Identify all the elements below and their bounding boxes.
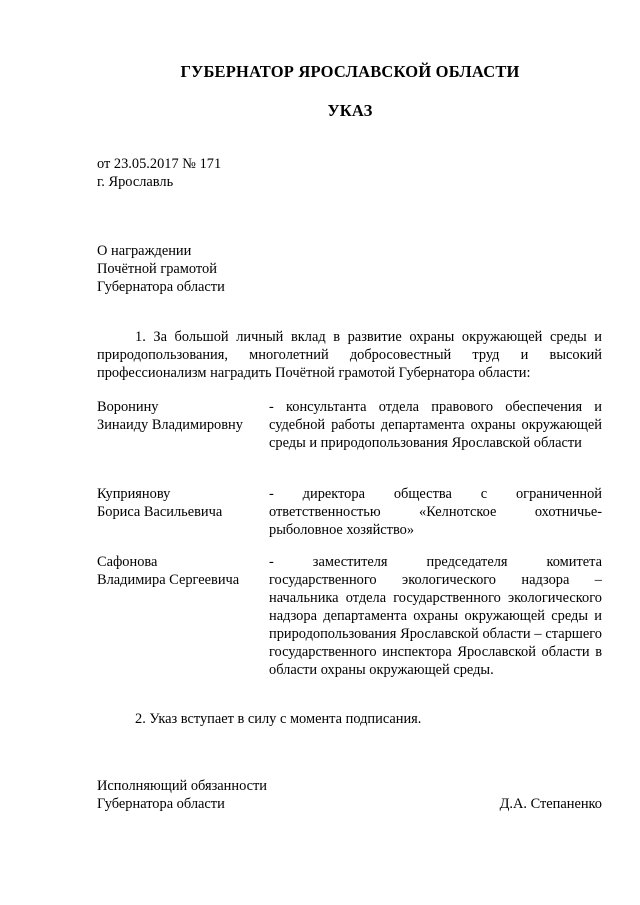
paragraph-2: 2. Указ вступает в силу с момента подписания.: [135, 711, 422, 727]
signatory-role: [97, 777, 267, 813]
awardee-position: - директора общества с ограниченной ответственностью «Келнотское охотничье-рыболовное хозяйство»: [269, 486, 602, 538]
awardee-position: - консультанта отдела правового обеспечения и судебной работы департамента охраны окружающей среды и природопользования Ярославской области: [269, 399, 602, 451]
document-title: ГУБЕРНАТОР ЯРОСЛАВСКОЙ ОБЛАСТИ: [180, 62, 520, 81]
awardee-given-names: Владимира Сергеевича: [97, 572, 240, 588]
subject-line-2: Почётной грамотой: [97, 261, 217, 277]
subject-block: [97, 242, 225, 296]
awardee-name: [97, 398, 267, 434]
signatory-name: Д.А. Степаненко: [499, 796, 602, 812]
signatory-role-line-1: Исполняющий обязанности: [97, 778, 268, 794]
document-type: УКАЗ: [327, 101, 373, 120]
awardee-position: - заместителя председателя комитета государственного экологического надзора – начальника отдела государственного экологического надзора департамента охраны окружающей среды и природопользования Ярославской области – старшего государственного инспектора Ярославской области в области охраны окружающей среды.: [269, 554, 602, 678]
signatory-role-line-2: Губернатора области: [97, 796, 225, 812]
awardee-surname: Сафонова: [97, 554, 158, 570]
awardee-given-names: Зинаиду Владимировну: [97, 417, 243, 433]
subject-line-3: Губернатора области: [97, 279, 225, 295]
city: г. Ярославль: [97, 174, 174, 190]
awardee-given-names: Бориса Васильевича: [97, 504, 223, 520]
awardee-surname: Куприянову: [97, 486, 171, 502]
date-number: от 23.05.2017 № 171: [97, 156, 222, 172]
awardee-name: [97, 553, 267, 589]
paragraph-1: 1. За большой личный вклад в развитие охраны окружающей среды и природопользования, многолетний добросовестный труд и высокий профессионализм наградить Почётной грамотой Губернатора области:: [97, 329, 602, 381]
awardee-name: [97, 485, 267, 521]
subject-line-1: О награждении: [97, 243, 192, 259]
awardee-surname: Воронину: [97, 399, 159, 415]
